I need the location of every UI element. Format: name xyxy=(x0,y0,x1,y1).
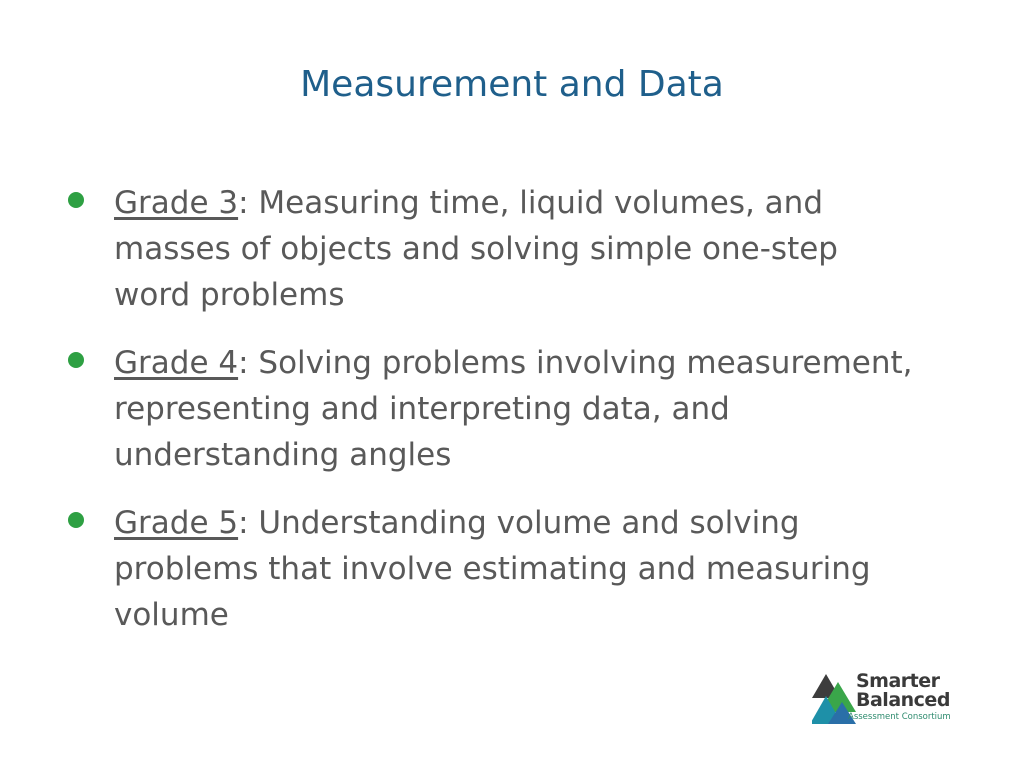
logo-wordmark xyxy=(856,672,950,710)
smarter-balanced-logo xyxy=(812,672,982,732)
logo-line-1: Smarter xyxy=(856,670,940,692)
logo-tagline: Assessment Consortium xyxy=(848,712,951,722)
bullet-item-grade-3 xyxy=(60,180,920,318)
logo-line-2: Balanced xyxy=(856,689,950,711)
bullet-icon xyxy=(68,512,84,528)
bullet-item-grade-5 xyxy=(60,500,920,638)
grade-label: Grade 5 xyxy=(114,505,239,541)
grade-label: Grade 4 xyxy=(114,345,239,381)
bullet-item-grade-4 xyxy=(60,340,920,478)
bullet-icon xyxy=(68,192,84,208)
bullet-text: : Measuring time, liquid volumes, and masses of objects and solving simple one-step word problems xyxy=(114,185,838,313)
bullet-text: : Understanding volume and solving problems that involve estimating and measuring volume xyxy=(114,505,871,633)
slide-title: Measurement and Data xyxy=(300,64,724,106)
bullet-list xyxy=(60,180,920,660)
bullet-icon xyxy=(68,352,84,368)
grade-label: Grade 3 xyxy=(114,185,239,221)
bullet-text: : Solving problems involving measurement, representing and interpreting data, and understanding angles xyxy=(114,345,913,473)
